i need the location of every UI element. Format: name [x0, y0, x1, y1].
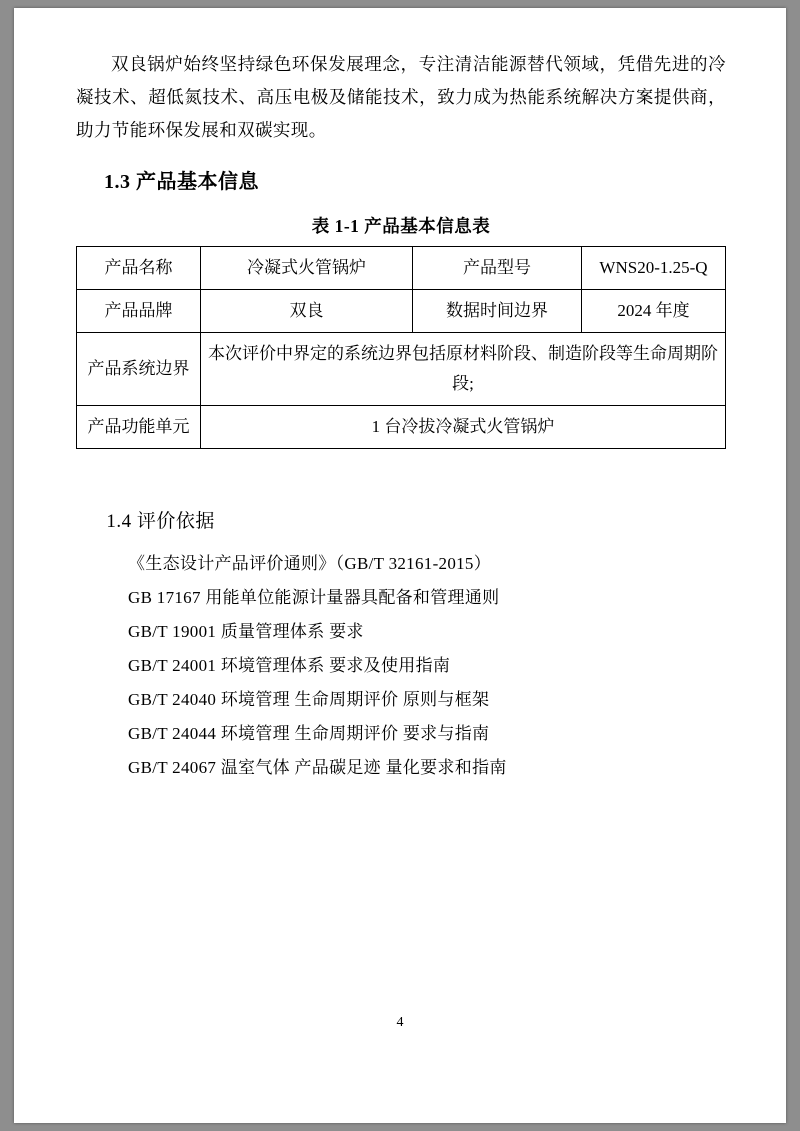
list-item: GB/T 24044 环境管理 生命周期评价 要求与指南	[128, 724, 490, 743]
cell-product-model-label: 产品型号	[413, 247, 582, 290]
list-item: GB/T 24001 环境管理体系 要求及使用指南	[128, 656, 451, 675]
cell-product-brand-value: 双良	[201, 290, 413, 333]
cell-product-brand-label: 产品品牌	[77, 290, 201, 333]
section-heading-1-4: 1.4 评价依据	[106, 511, 215, 532]
cell-functional-unit-label: 产品功能单元	[77, 406, 201, 449]
list-item: GB/T 24040 环境管理 生命周期评价 原则与框架	[128, 690, 490, 709]
table-row	[77, 290, 726, 333]
table-row	[77, 406, 726, 449]
list-item: GB 17167 用能单位能源计量器具配备和管理通则	[128, 588, 500, 607]
cell-product-name-label: 产品名称	[77, 247, 201, 290]
cell-system-boundary-label: 产品系统边界	[77, 333, 201, 406]
list-item: 《生态设计产品评价通则》（GB/T 32161-2015）	[128, 554, 492, 573]
intro-paragraph: 双良锅炉始终坚持绿色环保发展理念，专注清洁能源替代领域，凭借先进的冷凝技术、超低氮技术、高压电极及储能技术，致力成为热能系统解决方案提供商，助力节能环保发展和双碳实现。	[76, 54, 726, 140]
list-item: GB/T 19001 质量管理体系 要求	[128, 622, 364, 641]
cell-functional-unit-value: 1 台冷拔冷凝式火管锅炉	[201, 406, 726, 449]
cell-system-boundary-value: 本次评价中界定的系统边界包括原材料阶段、制造阶段等生命周期阶段;	[201, 333, 726, 406]
cell-data-time-value: 2024 年度	[582, 290, 726, 333]
product-info-table	[76, 246, 726, 449]
table-row	[77, 333, 726, 406]
cell-product-name-value: 冷凝式火管锅炉	[201, 247, 413, 290]
table-row	[77, 247, 726, 290]
reference-list	[76, 547, 726, 785]
page-content	[76, 48, 726, 785]
spacer	[76, 449, 726, 505]
table-caption: 表 1-1 产品基本信息表	[311, 216, 491, 236]
cell-product-model-value: WNS20-1.25-Q	[582, 247, 726, 290]
page-number: 4	[396, 1015, 404, 1030]
section-heading-1-3: 1.3 产品基本信息	[104, 171, 259, 193]
document-page	[14, 8, 786, 1123]
list-item: GB/T 24067 温室气体 产品碳足迹 量化要求和指南	[128, 758, 507, 777]
cell-data-time-label: 数据时间边界	[413, 290, 582, 333]
